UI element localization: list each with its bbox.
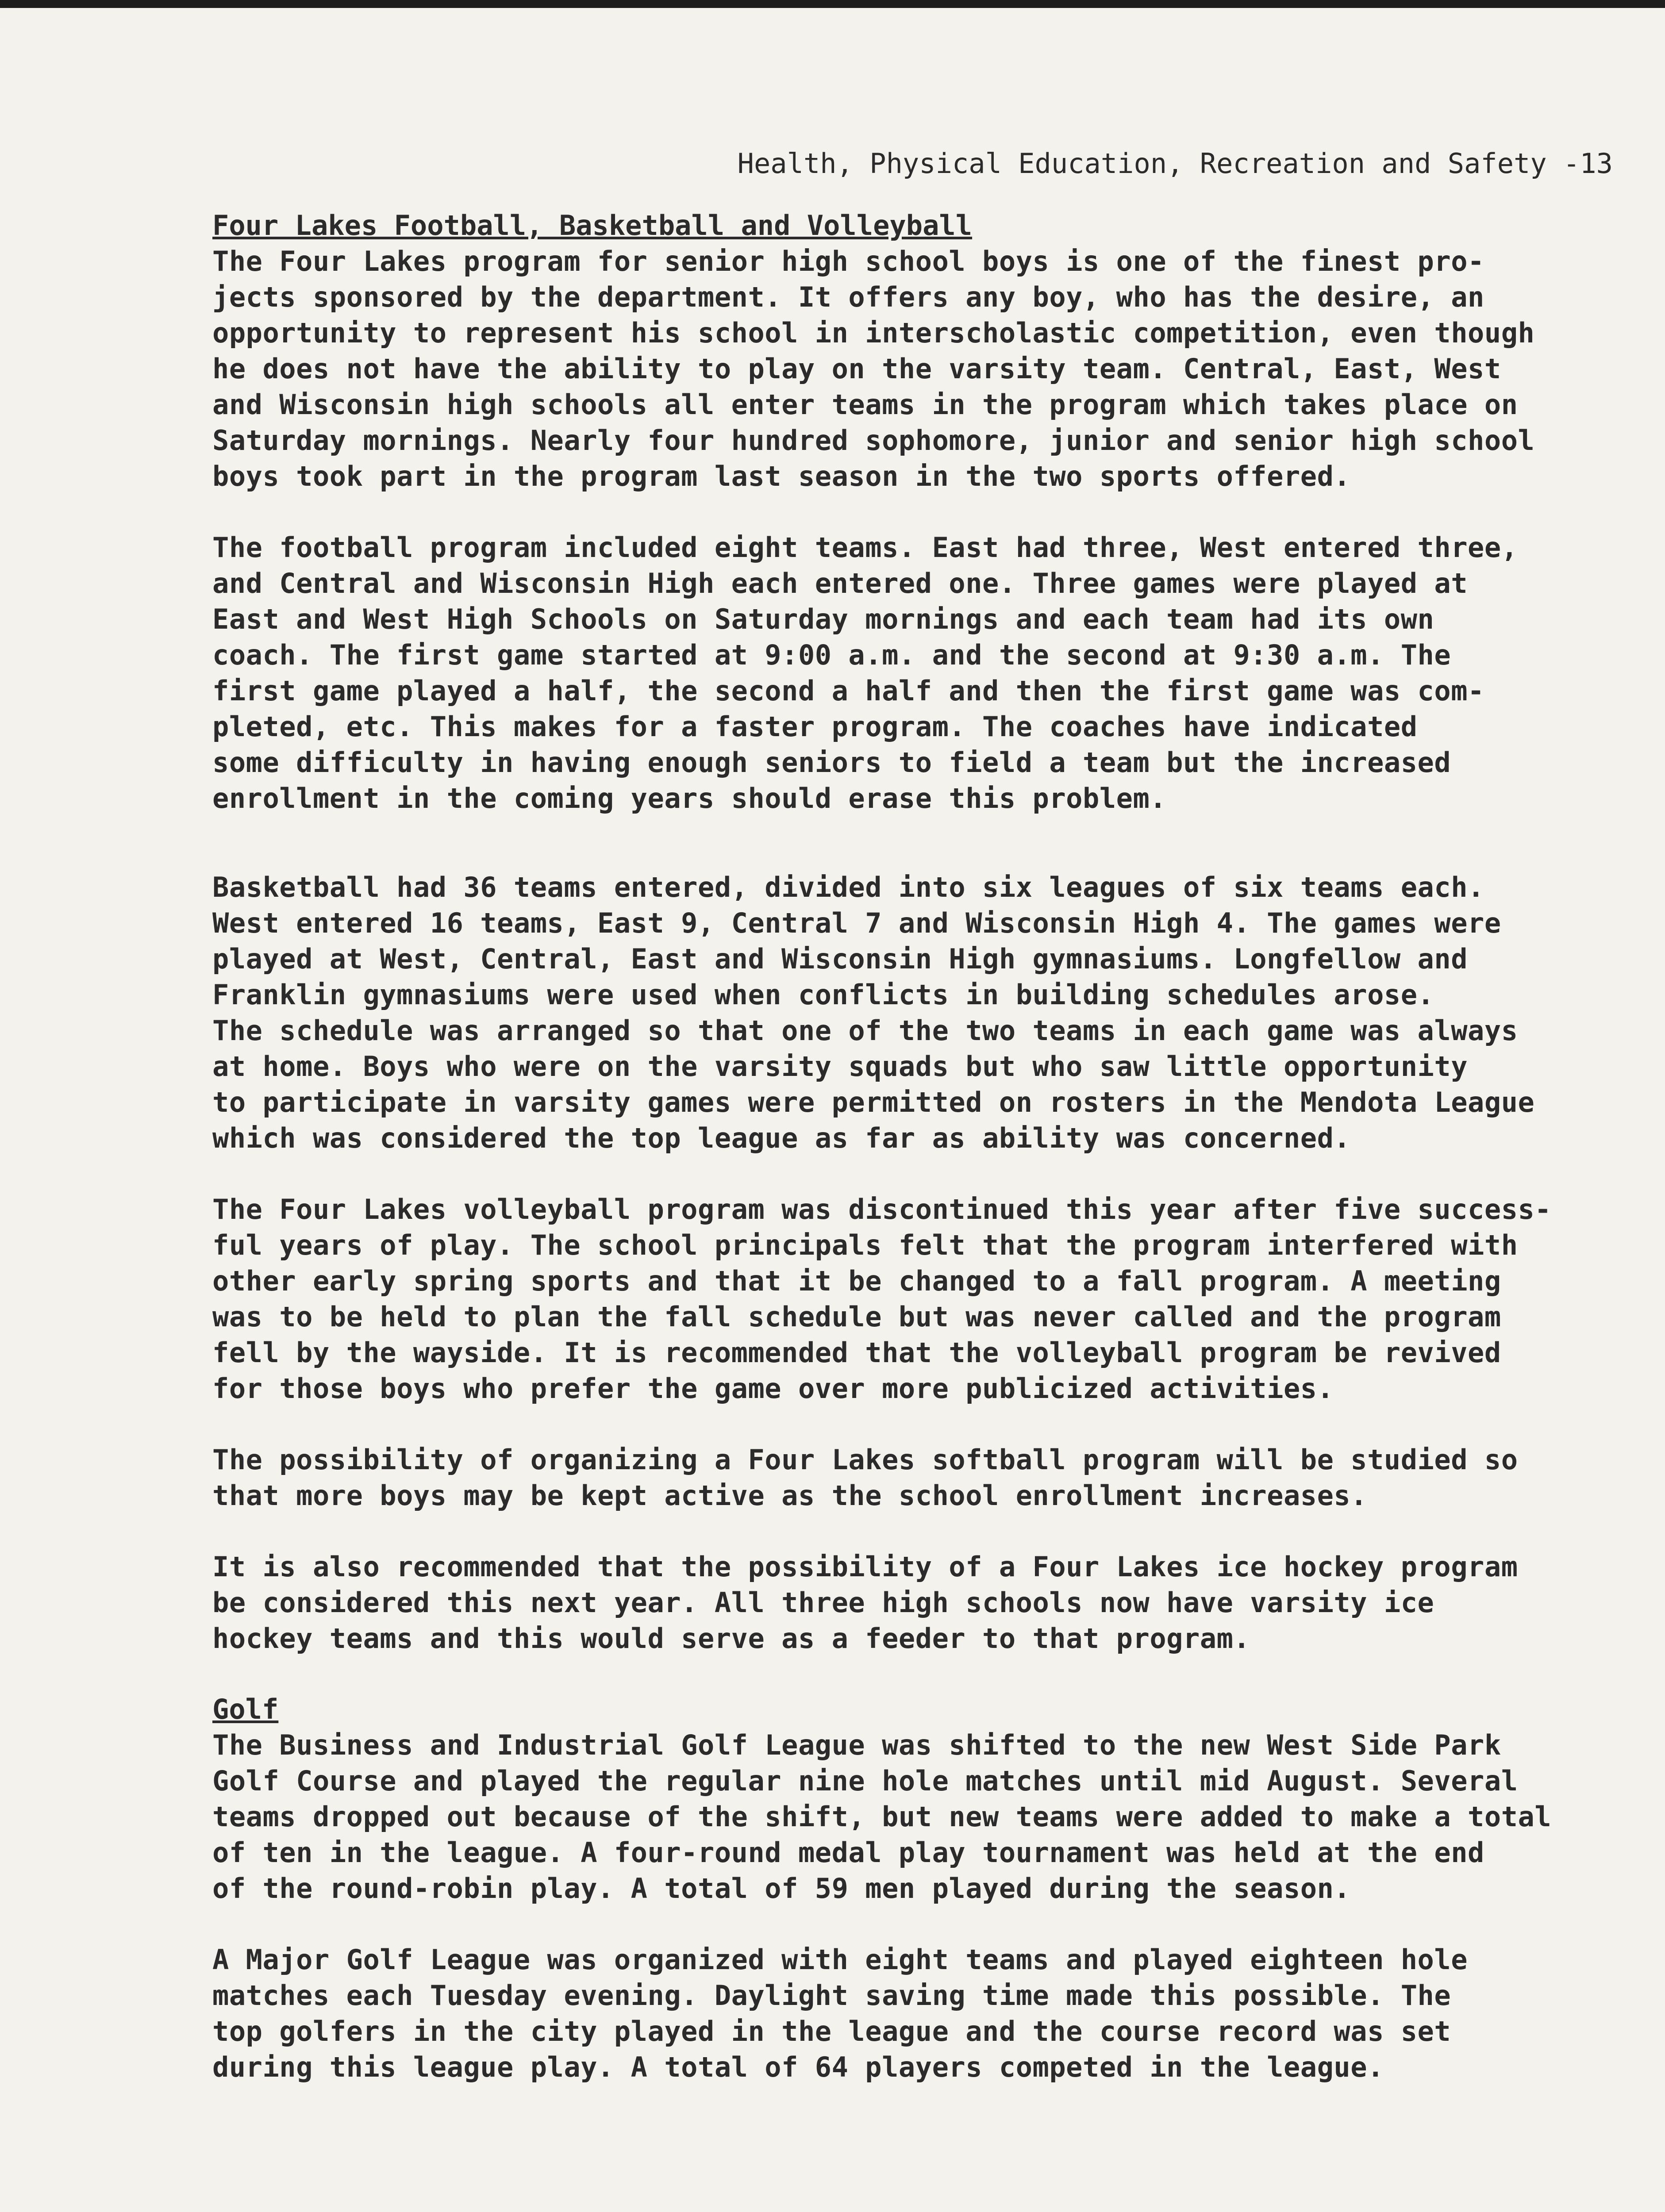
paragraph-volleyball: The Four Lakes volleyball program was discontinued this year after five success- ful years of play. The school principals felt that the program interfered with other early spring sports and that it be changed to a fall program. A meeting was to be held to plan the fall schedule but was never called and the program fell by the wayside. It is recommended that the volleyball program be revived for those boys who prefer the game over more publicized activities.: [212, 1193, 1552, 1405]
page-top-edge: [0, 0, 1665, 8]
paragraph-ice-hockey: It is also recommended that the possibility of a Four Lakes ice hockey program be considered this next year. All three high schools now have varsity ice hockey teams and this would serve as a feeder to that program.: [212, 1551, 1518, 1655]
page-header: Health, Physical Education, Recreation and Safety -13: [737, 147, 1613, 180]
section-golf: [212, 1692, 1650, 2085]
document-page: [212, 146, 1650, 2120]
paragraph-basketball: Basketball had 36 teams entered, divided into six leagues of six teams each. West entered 16 teams, East 9, Central 7 and Wisconsin High 4. The games were played at West, Central, East and Wisconsin High gymnasiums. Longfellow and Franklin gymnasiums were used when conflicts in building schedules arose. The schedule was arranged so that one of the two teams in each game was always at home. Boys who were on the varsity squads but who saw little opportunity to participate in varsity games were permitted on rosters in the Mendota League which was considered the top league as far as ability was concerned.: [212, 871, 1535, 1154]
section-four-lakes: [212, 208, 1650, 1656]
paragraph-football: The football program included eight teams. East had three, West entered three, and Central and Wisconsin High each entered one. Three games were played at East and West High Schools on Saturday mornings and each team had its own coach. The first game started at 9:00 a.m. and the second at 9:30 a.m. The first game played a half, the second a half and then the first game was com- pleted, etc. This makes for a faster program. The coaches have indicated some difficulty in having enough seniors to field a team but the increased enrollment in the coming years should erase this problem.: [212, 531, 1518, 814]
section-heading-four-lakes: Four Lakes Football, Basketball and Volleyball: [212, 209, 973, 242]
paragraph-four-lakes-intro: The Four Lakes program for senior high school boys is one of the finest pro- jects sponsored by the department. It offers any boy, who has the desire, an opportunity to represent his school in interscholastic competition, even though he does not have the ability to play on the varsity team. Central, East, West and Wisconsin high schools all enter teams in the program which takes place on Saturday mornings. Nearly four hundred sophomore, junior and senior high school boys took part in the program last season in the two sports offered.: [212, 245, 1535, 492]
section-heading-golf: Golf: [212, 1693, 279, 1725]
paragraph-softball: The possibility of organizing a Four Lakes softball program will be studied so that more boys may be kept active as the school enrollment increases.: [212, 1444, 1518, 1512]
paragraph-business-golf-league: The Business and Industrial Golf League was shifted to the new West Side Park Golf Course and played the regular nine hole matches until mid August. Several teams dropped out because of the shift, but new teams were added to make a total of ten in the league. A four-round medal play tournament was held at the end of the round-robin play. A total of 59 men played during the season.: [212, 1729, 1552, 1905]
paragraph-major-golf-league: A Major Golf League was organized with eight teams and played eighteen hole matches each Tuesday evening. Daylight saving time made this possible. The top golfers in the city played in the league and the course record was set during this league play. A total of 64 players competed in the league.: [212, 1943, 1468, 2083]
